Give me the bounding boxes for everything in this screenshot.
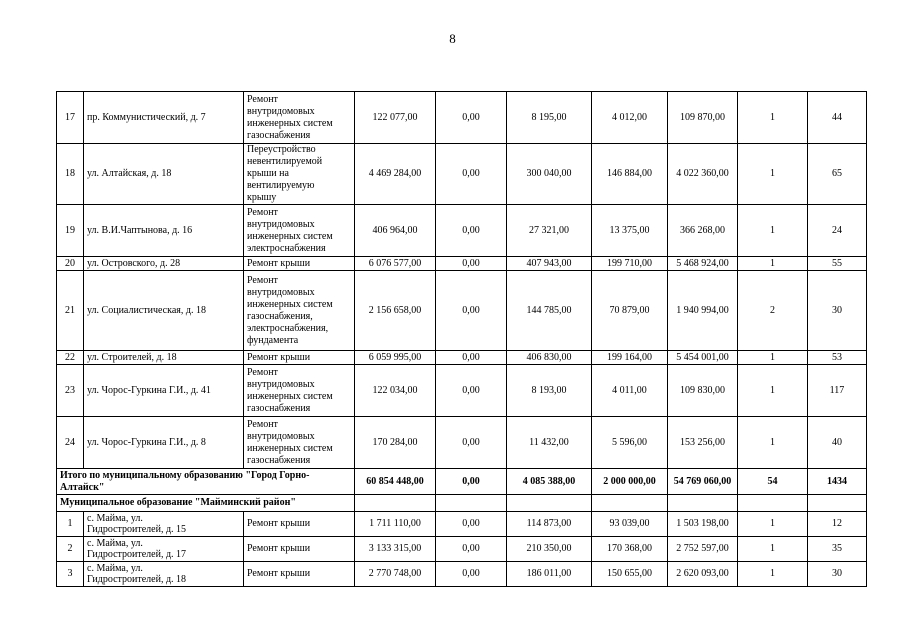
cell-c3: 170 368,00 <box>592 537 668 562</box>
row-number: 19 <box>57 205 84 257</box>
work-line: внутридомовых <box>247 218 315 230</box>
cell-count: 1 <box>738 205 808 257</box>
cell-c2: 11 432,00 <box>507 417 592 469</box>
empty-cell <box>668 495 738 512</box>
cell-people: 12 <box>808 512 867 537</box>
cell-c4: 153 256,00 <box>668 417 738 469</box>
cell-c4: 366 268,00 <box>668 205 738 257</box>
work-line: внутридомовых <box>247 378 315 390</box>
cell-people: 44 <box>808 92 867 144</box>
cell-people: 55 <box>808 257 867 271</box>
empty-cell <box>738 495 808 512</box>
work-line: инженерных систем <box>247 390 333 402</box>
cell-count: 1 <box>738 365 808 417</box>
cell-people: 65 <box>808 144 867 205</box>
row-number: 22 <box>57 351 84 365</box>
row-work-type <box>244 351 355 365</box>
repair-table <box>56 91 867 587</box>
cell-c4: 109 870,00 <box>668 92 738 144</box>
cell-c4: 1 503 198,00 <box>668 512 738 537</box>
cell-c1: 0,00 <box>436 271 507 351</box>
cell-c1: 0,00 <box>436 365 507 417</box>
cell-c1: 0,00 <box>436 257 507 271</box>
row-work-type <box>244 92 355 144</box>
cell-c4: 1 940 994,00 <box>668 271 738 351</box>
row-work-type <box>244 144 355 205</box>
cell-c3: 5 596,00 <box>592 417 668 469</box>
total-c4: 54 769 060,00 <box>668 469 738 495</box>
cell-c2: 407 943,00 <box>507 257 592 271</box>
cell-total: 1 711 110,00 <box>355 512 436 537</box>
cell-c1: 0,00 <box>436 512 507 537</box>
work-line: фундамента <box>247 334 299 346</box>
table-row <box>57 257 867 271</box>
work-line: инженерных систем <box>247 442 333 454</box>
row-address: ул. Чорос-Гуркина Г.И., д. 8 <box>84 417 244 469</box>
cell-c2: 300 040,00 <box>507 144 592 205</box>
cell-count: 1 <box>738 417 808 469</box>
cell-c2: 406 830,00 <box>507 351 592 365</box>
cell-people: 117 <box>808 365 867 417</box>
cell-total: 4 469 284,00 <box>355 144 436 205</box>
row-number: 20 <box>57 257 84 271</box>
cell-total: 122 034,00 <box>355 365 436 417</box>
cell-c1: 0,00 <box>436 562 507 587</box>
row-address: ул. Алтайская, д. 18 <box>84 144 244 205</box>
work-line: Ремонт <box>247 274 278 286</box>
row-address: ул. Строителей, д. 18 <box>84 351 244 365</box>
row-address: пр. Коммунистический, д. 7 <box>84 92 244 144</box>
cell-c3: 70 879,00 <box>592 271 668 351</box>
cell-total: 406 964,00 <box>355 205 436 257</box>
work-line: инженерных систем <box>247 298 333 310</box>
cell-c3: 199 710,00 <box>592 257 668 271</box>
empty-cell <box>436 495 507 512</box>
page-number: 8 <box>449 31 456 46</box>
cell-c1: 0,00 <box>436 92 507 144</box>
cell-c2: 8 193,00 <box>507 365 592 417</box>
work-line: крышу <box>247 192 277 203</box>
cell-total: 6 059 995,00 <box>355 351 436 365</box>
cell-people: 30 <box>808 562 867 587</box>
cell-c4: 2 620 093,00 <box>668 562 738 587</box>
cell-c4: 2 752 597,00 <box>668 537 738 562</box>
table-row <box>57 351 867 365</box>
row-number: 1 <box>57 512 84 537</box>
cell-count: 1 <box>738 92 808 144</box>
table-row <box>57 271 867 351</box>
total-c1: 0,00 <box>436 469 507 495</box>
cell-c4: 5 454 001,00 <box>668 351 738 365</box>
work-line: внутридомовых <box>247 286 315 298</box>
total-count: 54 <box>738 469 808 495</box>
work-line: инженерных систем <box>247 117 333 129</box>
work-line: Переустройство <box>247 144 316 155</box>
work-line: Ремонт <box>247 93 278 105</box>
cell-count: 1 <box>738 257 808 271</box>
cell-count: 1 <box>738 512 808 537</box>
table-row <box>57 92 867 144</box>
cell-c4: 109 830,00 <box>668 365 738 417</box>
row-address: ул. Островского, д. 28 <box>84 257 244 271</box>
row-work-type: Ремонт крыши <box>244 512 355 537</box>
cell-c2: 114 873,00 <box>507 512 592 537</box>
empty-cell <box>355 495 436 512</box>
total-label: Итого по муниципальному образованию "Город Горно-Алтайск" <box>57 469 355 495</box>
cell-c3: 150 655,00 <box>592 562 668 587</box>
work-line: Ремонт <box>247 366 278 378</box>
total-row <box>57 469 867 495</box>
work-line: Ремонт крыши <box>247 352 311 363</box>
cell-people: 24 <box>808 205 867 257</box>
cell-c2: 186 011,00 <box>507 562 592 587</box>
row-work-type <box>244 257 355 271</box>
row-work-type <box>244 365 355 417</box>
cell-c2: 27 321,00 <box>507 205 592 257</box>
cell-c2: 8 195,00 <box>507 92 592 144</box>
empty-cell <box>507 495 592 512</box>
table-row <box>57 144 867 205</box>
cell-total: 6 076 577,00 <box>355 257 436 271</box>
address-line: с. Майма, ул. <box>87 563 143 574</box>
table-row <box>57 562 867 587</box>
cell-c3: 199 164,00 <box>592 351 668 365</box>
table-row <box>57 365 867 417</box>
total-c2: 4 085 388,00 <box>507 469 592 495</box>
cell-count: 2 <box>738 271 808 351</box>
table-row <box>57 512 867 537</box>
row-work-type <box>244 271 355 351</box>
cell-total: 170 284,00 <box>355 417 436 469</box>
work-line: газоснабжения <box>247 454 311 466</box>
cell-count: 1 <box>738 144 808 205</box>
work-line: газоснабжения <box>247 129 311 141</box>
cell-c1: 0,00 <box>436 537 507 562</box>
cell-c3: 93 039,00 <box>592 512 668 537</box>
cell-c2: 210 350,00 <box>507 537 592 562</box>
row-work-type <box>244 205 355 257</box>
cell-people: 35 <box>808 537 867 562</box>
cell-c1: 0,00 <box>436 205 507 257</box>
cell-c3: 13 375,00 <box>592 205 668 257</box>
table-row <box>57 205 867 257</box>
work-line: Ремонт <box>247 206 278 218</box>
work-line: электроснабжения, <box>247 322 329 334</box>
cell-c3: 146 884,00 <box>592 144 668 205</box>
work-line: Ремонт крыши <box>247 258 311 269</box>
work-line: крыши на <box>247 168 289 179</box>
cell-c4: 5 468 924,00 <box>668 257 738 271</box>
empty-cell <box>808 495 867 512</box>
table-row <box>57 537 867 562</box>
row-number: 24 <box>57 417 84 469</box>
address-line: с. Майма, ул. <box>87 513 143 524</box>
row-number: 17 <box>57 92 84 144</box>
empty-cell <box>592 495 668 512</box>
row-address: ул. В.И.Чаптынова, д. 16 <box>84 205 244 257</box>
cell-c2: 144 785,00 <box>507 271 592 351</box>
address-line: Гидростроителей, д. 17 <box>87 549 187 560</box>
row-number: 2 <box>57 537 84 562</box>
cell-c3: 4 012,00 <box>592 92 668 144</box>
work-line: газоснабжения, <box>247 310 313 322</box>
cell-total: 122 077,00 <box>355 92 436 144</box>
section-row <box>57 495 867 512</box>
row-work-type <box>244 417 355 469</box>
cell-c1: 0,00 <box>436 417 507 469</box>
row-address: ул. Чорос-Гуркина Г.И., д. 41 <box>84 365 244 417</box>
row-work-type: Ремонт крыши <box>244 537 355 562</box>
work-line: газоснабжения <box>247 402 311 414</box>
work-line: невентилируемой <box>247 156 323 167</box>
work-line: вентилируемую <box>247 180 315 191</box>
cell-total: 3 133 315,00 <box>355 537 436 562</box>
work-line: внутридомовых <box>247 430 315 442</box>
work-line: электроснабжения <box>247 242 326 254</box>
cell-count: 1 <box>738 562 808 587</box>
cell-c1: 0,00 <box>436 351 507 365</box>
cell-c4: 4 022 360,00 <box>668 144 738 205</box>
row-address: ул. Социалистическая, д. 18 <box>84 271 244 351</box>
total-people: 1434 <box>808 469 867 495</box>
cell-count: 1 <box>738 351 808 365</box>
cell-count: 1 <box>738 537 808 562</box>
section-title: Муниципальное образование "Майминский район" <box>57 495 355 512</box>
row-number: 21 <box>57 271 84 351</box>
address-line: Гидростроителей, д. 18 <box>87 574 187 585</box>
row-address <box>84 512 244 537</box>
row-address <box>84 562 244 587</box>
total-c3: 2 000 000,00 <box>592 469 668 495</box>
cell-people: 53 <box>808 351 867 365</box>
cell-total: 2 156 658,00 <box>355 271 436 351</box>
row-address <box>84 537 244 562</box>
address-line: Гидростроителей, д. 15 <box>87 524 187 535</box>
row-work-type: Ремонт крыши <box>244 562 355 587</box>
work-line: Ремонт <box>247 418 278 430</box>
row-number: 18 <box>57 144 84 205</box>
table-row <box>57 417 867 469</box>
cell-c1: 0,00 <box>436 144 507 205</box>
cell-people: 30 <box>808 271 867 351</box>
cell-total: 2 770 748,00 <box>355 562 436 587</box>
row-number: 3 <box>57 562 84 587</box>
work-line: инженерных систем <box>247 230 333 242</box>
address-line: с. Майма, ул. <box>87 538 143 549</box>
row-number: 23 <box>57 365 84 417</box>
cell-people: 40 <box>808 417 867 469</box>
work-line: внутридомовых <box>247 105 315 117</box>
cell-c3: 4 011,00 <box>592 365 668 417</box>
total-total: 60 854 448,00 <box>355 469 436 495</box>
